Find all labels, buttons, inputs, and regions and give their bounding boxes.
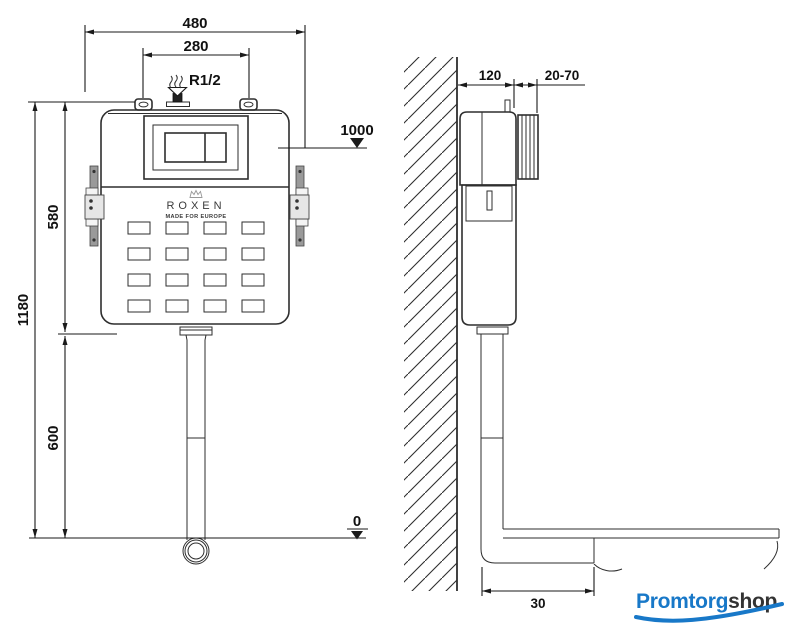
side-outlet-pipe [477, 327, 779, 571]
anchor-holes-grid [128, 222, 264, 312]
pipe-break-curve-left [594, 564, 622, 571]
dim-frame-upper-height-label: 580 [45, 204, 62, 230]
flow-arrow-icon [169, 75, 187, 96]
brand-logo [165, 191, 226, 221]
front-dimensions [15, 15, 374, 540]
dim-mount-spacing [143, 38, 249, 98]
side-view [404, 57, 779, 591]
watermark-part2: shop [728, 590, 778, 613]
dim-total-height [15, 102, 38, 538]
dim-outlet-wall-offset [482, 567, 594, 611]
dim-outlet-wall-offset-label: 30 [530, 596, 546, 611]
right-wall-bracket [290, 166, 309, 246]
dim-overall-width-label: 480 [182, 15, 208, 32]
level-mark-1000-label: 1000 [340, 122, 374, 139]
watermark-part1: Promtorg [636, 590, 729, 613]
crown-icon [190, 191, 202, 198]
dim-depth-label: 120 [478, 68, 502, 83]
flush-frame-adjustable [518, 115, 538, 179]
dim-adjustment-range-label: 20-70 [544, 68, 580, 83]
dim-total-height-label: 1180 [15, 293, 32, 327]
brand-tagline: MADE FOR EUROPE [165, 214, 227, 220]
flush-panel [144, 116, 248, 179]
level-mark-0-label: 0 [352, 513, 362, 530]
dim-lower-drop-label: 600 [45, 425, 62, 451]
mounting-tabs [135, 99, 257, 110]
dim-frame-upper-height [45, 102, 68, 332]
side-tank-outline [460, 100, 538, 325]
brand-name: ROXEN [166, 200, 226, 212]
pipe-break-curve-right [764, 541, 778, 569]
front-outlet-pipe [180, 327, 212, 564]
level-mark-1000 [278, 122, 374, 148]
level-mark-0 [347, 513, 368, 540]
dim-lower-drop [45, 336, 68, 538]
watermark-logo [636, 590, 782, 621]
inlet-thread-label: R1/2 [189, 72, 221, 89]
wall-section [404, 57, 457, 591]
water-inlet-fitting [167, 72, 221, 107]
front-view [85, 72, 309, 564]
dim-mount-spacing-label: 280 [183, 38, 209, 55]
